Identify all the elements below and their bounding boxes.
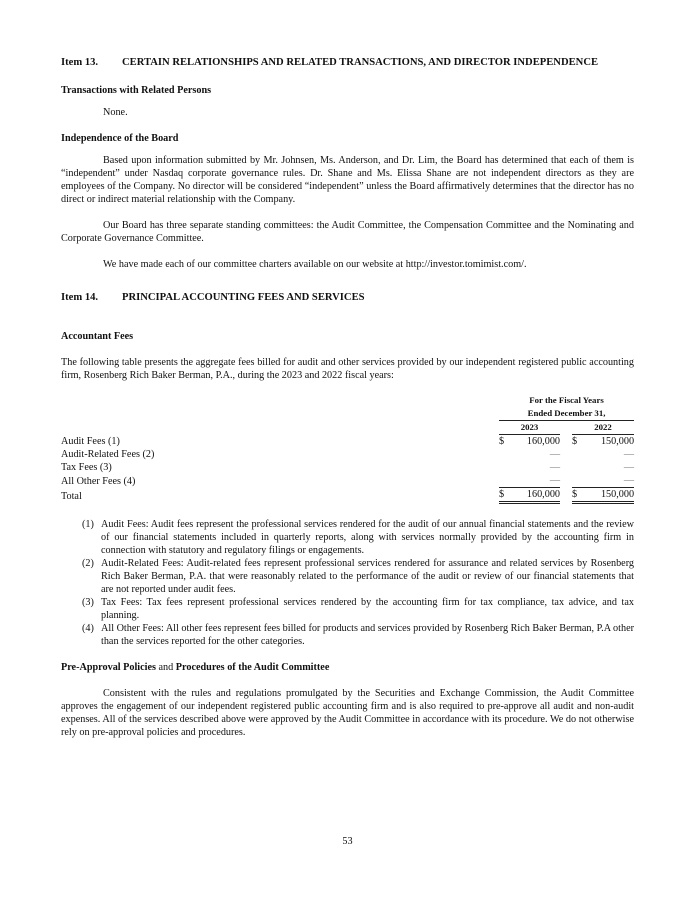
item14-title: PRINCIPAL ACCOUNTING FEES AND SERVICES xyxy=(122,292,365,303)
row-dollar-2023 xyxy=(499,448,511,461)
table-row xyxy=(61,474,634,488)
row-value-2022: — xyxy=(582,474,634,488)
note-number: (1) xyxy=(82,519,94,530)
row-label: Audit Fees (1) xyxy=(61,436,120,447)
total-label: Total xyxy=(61,490,82,502)
note-number: (2) xyxy=(82,558,94,569)
table-row xyxy=(61,435,634,449)
table-row xyxy=(61,461,634,474)
preapproval-heading-part2: Procedures of the Audit Committee xyxy=(175,662,330,673)
note-number: (4) xyxy=(82,623,94,634)
row-dollar-2022 xyxy=(572,448,582,461)
note-text: Tax Fees: Tax fees represent professional services rendered by the accounting firm for tax compliance, tax advice, and tax planning. xyxy=(101,597,634,621)
row-dollar-2022: $ xyxy=(572,436,578,447)
table-header-line1: For the Fiscal Years xyxy=(529,395,604,405)
row-value-2022: — xyxy=(623,462,635,473)
total-dollar-2022: $ xyxy=(572,488,582,503)
row-value-2022: — xyxy=(623,449,635,460)
note-text: All Other Fees: All other fees represent fees billed for products and services provided by Rosenberg Rich Baker Berman, P.A other than the services reported for the other categories. xyxy=(101,623,634,647)
row-dollar-2022 xyxy=(572,461,582,474)
table-year-2022: 2022 xyxy=(572,421,634,435)
row-label: Audit-Related Fees (2) xyxy=(61,449,155,460)
total-value-2022: 150,000 xyxy=(582,488,634,503)
fee-notes-list xyxy=(61,518,634,648)
row-label: All Other Fees (4) xyxy=(61,475,136,487)
table-year-2023: 2023 xyxy=(499,421,560,435)
preapproval-heading-part1: Pre-Approval Policies xyxy=(61,662,156,673)
item14-heading xyxy=(61,291,634,304)
table-row xyxy=(61,448,634,461)
table-header-line2: Ended December 31, xyxy=(499,407,634,421)
row-dollar-2023: $ xyxy=(499,436,505,447)
item13-number: Item 13. xyxy=(61,57,99,68)
list-item xyxy=(61,518,634,557)
fees-table xyxy=(61,394,634,504)
row-dollar-2023 xyxy=(499,474,511,488)
transactions-heading: Transactions with Related Persons xyxy=(61,85,212,96)
independence-paragraph-3 xyxy=(61,258,634,271)
note-text: Audit-Related Fees: Audit-related fees represent professional services rendered for assurance and related services by Rosenberg Rich Baker Berman, P.A. that were reasonably related to the performance of the audit or review of our financial statements that are not reported under audit fees. xyxy=(101,558,634,595)
list-item xyxy=(61,622,634,648)
row-label: Tax Fees (3) xyxy=(61,462,112,473)
website-text: We have made each of our committee charters available on our website at http://investor.tomimist.com/. xyxy=(103,259,527,270)
item14-number: Item 14. xyxy=(61,292,99,303)
table-total-row xyxy=(61,488,634,503)
item13-heading xyxy=(61,56,634,69)
note-text: Audit Fees: Audit fees represent the professional services rendered for the audit of our annual financial statements and the review of our financial statements included in quarterly reports, along with services normally provided by the accounting firm in connection with statutory and regulatory filings or engagements. xyxy=(101,519,634,556)
independence-paragraph-2: Our Board has three separate standing committees: the Audit Committee, the Compensation Committee and the Nominating and Corporate Governance Committee. xyxy=(61,220,634,244)
list-item xyxy=(61,557,634,596)
page-number: 53 xyxy=(342,836,353,847)
note-number: (3) xyxy=(82,597,94,608)
accountant-fees-heading: Accountant Fees xyxy=(61,331,134,342)
list-item xyxy=(61,596,634,622)
accountant-fees-intro: The following table presents the aggregate fees billed for audit and other services provided by our independent registered public accounting firm, Rosenberg Rich Baker Berman, P.A., during the 2023 and 2022 fiscal years: xyxy=(61,357,634,381)
row-dollar-2023 xyxy=(499,461,511,474)
row-value-2023: — xyxy=(549,449,560,460)
row-value-2022: 150,000 xyxy=(600,436,635,447)
total-value-2023: 160,000 xyxy=(511,488,560,503)
independence-paragraph-1: Based upon information submitted by Mr. Johnsen, Ms. Anderson, and Dr. Lim, the Board has determined that each of them is “independent” under Nasdaq corporate governance rules. Dr. Shane and Ms. Elissa Shane are not independent directors as they are employees of the Company. No director will be considered “independent” unless the Board affirmatively determines that the director has no direct or indirect material relationship with the Company. xyxy=(61,155,634,205)
row-dollar-2022 xyxy=(572,474,582,488)
independence-heading: Independence of the Board xyxy=(61,133,179,144)
row-value-2023: 160,000 xyxy=(526,436,560,447)
document-page xyxy=(61,56,634,739)
row-value-2023: — xyxy=(511,474,560,488)
preapproval-heading-and: and xyxy=(158,662,174,673)
preapproval-heading xyxy=(61,661,634,674)
row-value-2023: — xyxy=(549,462,560,473)
total-dollar-2023: $ xyxy=(499,488,511,503)
preapproval-text: Consistent with the rules and regulations promulgated by the Securities and Exchange Commission, the Audit Committee approves the engagement of our independent registered public accounting firm and is also required to pre-approve all audit and non-audit expenses. All of the services described above were approved by the Audit Committee in accordance with its procedure. We do not otherwise rely on pre-approval policies and procedures. xyxy=(61,688,634,738)
item13-title: CERTAIN RELATIONSHIPS AND RELATED TRANSACTIONS, AND DIRECTOR INDEPENDENCE xyxy=(122,57,599,68)
transactions-text: None. xyxy=(103,107,128,118)
